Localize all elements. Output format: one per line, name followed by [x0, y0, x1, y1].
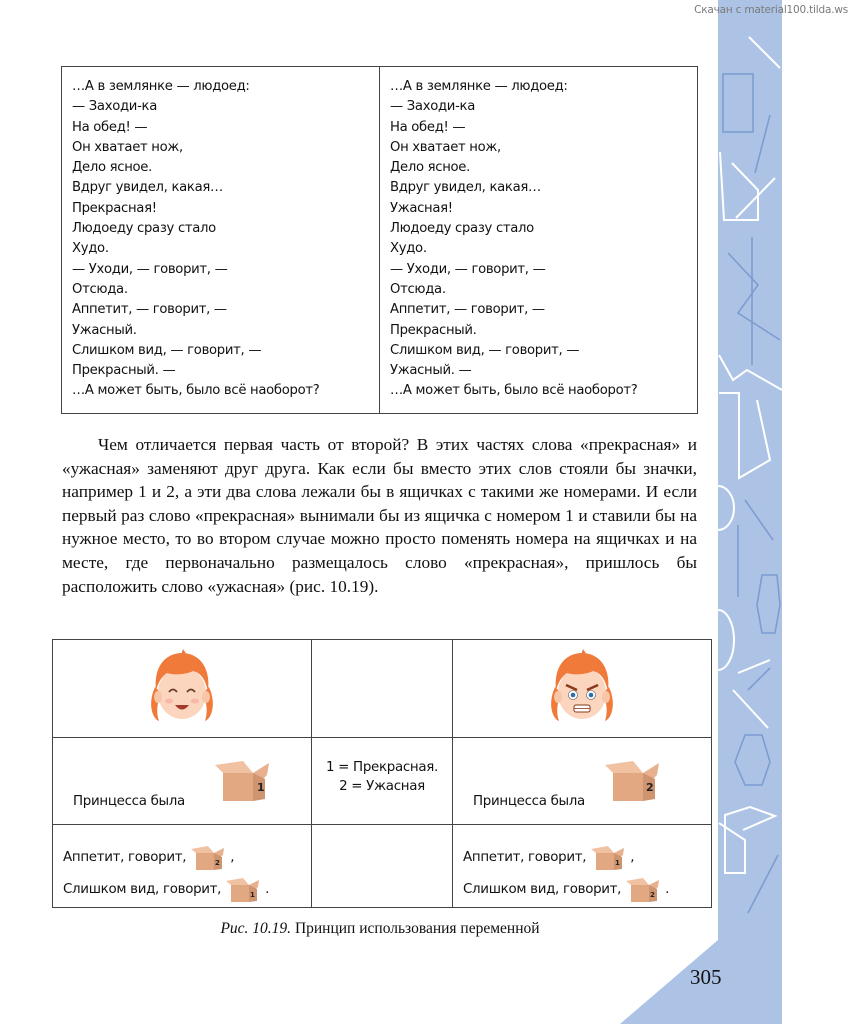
svg-text:2: 2 — [650, 891, 655, 899]
poem-line: Отсюда. — [390, 281, 446, 297]
poem-line: — Заходи-ка — [72, 99, 157, 115]
poem-line: — Уходи, — говорит, — — [72, 261, 228, 277]
poem-line: — Заходи-ка — [390, 99, 475, 115]
poem-line: Он хватает нож, — [72, 139, 183, 155]
poem-line: — Уходи, — говорит, — — [390, 261, 546, 277]
happy-girl-face-icon — [145, 647, 219, 731]
poem-line: На обед! — — [390, 119, 466, 135]
legend-line-2: 2 = Ужасная — [339, 779, 425, 794]
cell-empty-top — [312, 640, 453, 738]
body-paragraph: Чем отличается первая часть от второй? В этих частях слова «прекрасная» и «ужасная» заменяют друг друга. Как если бы вместо этих слов стояли бы значки, например 1 и 2, а эти два слова лежали бы в ящичках с такими же номерами. И если первый раз слово «прекрасная» вынимали бы из ящичка с номером 1 и ставили бы на нужное место, то во втором случае можно просто поменять номера на ящичках и на месте, где первоначально размещалось слово «прекрасная», пришлось бы расположить слово «ужасная» (рис. 10.19). — [62, 435, 697, 596]
figure-caption-text: Принцип использования переменной — [291, 920, 540, 937]
line-vid-left: Слишком вид, говорит, 1 . — [63, 875, 269, 903]
line-appetit-right: Аппетит, говорит, 1 , — [463, 843, 634, 871]
line-vid-right: Слишком вид, говорит, 2 . — [463, 875, 669, 903]
line-appetit-left: Аппетит, говорит, 2 , — [63, 843, 234, 871]
poem-column-right — [379, 67, 697, 413]
cell-legend — [312, 738, 453, 825]
cell-lines-right — [453, 825, 711, 907]
legend — [312, 758, 452, 796]
download-watermark: Скачан с material100.tilda.ws — [694, 4, 848, 16]
poem-line: …А может быть, было всё наоборот? — [390, 383, 638, 399]
poem-line: …А в землянке — людоед: — [72, 79, 250, 94]
poem-line: Дело ясное. — [390, 160, 470, 176]
poem-line: Слишком вид, — говорит, — — [72, 342, 262, 358]
figure-caption-label: Рис. 10.19. — [220, 920, 292, 937]
poem-line: Ужасная! — [390, 200, 453, 216]
small-box-icon — [225, 875, 261, 903]
poem-line: Людоеду сразу стало — [72, 221, 216, 237]
poem-line: …А в землянке — людоед: — [390, 79, 568, 94]
figure-caption — [0, 920, 760, 938]
svg-text:1: 1 — [250, 891, 255, 899]
poem-line: Прекрасная! — [72, 200, 157, 216]
page-number: 305 — [690, 965, 722, 989]
poem-line: Слишком вид, — говорит, — — [390, 342, 580, 358]
figure-table — [52, 639, 712, 908]
poem-line: Аппетит, — говорит, — — [72, 302, 227, 318]
box-2-number: 2 — [646, 781, 654, 794]
angry-girl-face-icon — [545, 647, 619, 731]
cell-empty-bottom — [312, 825, 453, 907]
small-box-icon — [590, 843, 626, 871]
poem-line: Он хватает нож, — [390, 139, 501, 155]
poem-comparison-table — [61, 66, 698, 414]
poem-line: Худо. — [390, 241, 427, 257]
poem-line: Прекрасный. — [390, 322, 477, 338]
poem-line: На обед! — — [72, 119, 148, 135]
poem-line: Ужасный. — — [390, 363, 472, 379]
cell-princess-right — [453, 738, 711, 825]
cell-princess-left — [53, 738, 312, 825]
poem-line: Вдруг увидел, какая… — [72, 180, 223, 196]
poem-line: Ужасный. — [72, 322, 137, 338]
cell-happy-face — [53, 640, 312, 738]
small-box-icon — [625, 875, 661, 903]
svg-text:2: 2 — [215, 859, 220, 867]
poem-line: Людоеду сразу стало — [390, 221, 534, 237]
poem-line: Дело ясное. — [72, 160, 152, 176]
svg-text:1: 1 — [615, 859, 620, 867]
box-1-icon — [213, 755, 271, 803]
poem-line: Худо. — [72, 241, 109, 257]
box-2-icon — [603, 755, 661, 803]
legend-line-1: 1 = Прекрасная. — [326, 760, 438, 775]
cell-angry-face — [453, 640, 711, 738]
princess-label-left: Принцесса была — [73, 794, 185, 809]
poem-line: Прекрасный. — — [72, 363, 176, 379]
poem-line: Аппетит, — говорит, — — [390, 302, 545, 318]
box-1-number: 1 — [257, 781, 265, 794]
cell-lines-left — [53, 825, 312, 907]
poem-line: Отсюда. — [72, 281, 128, 297]
small-box-icon — [190, 843, 226, 871]
princess-label-right: Принцесса была — [473, 794, 585, 809]
poem-line: Вдруг увидел, какая… — [390, 180, 541, 196]
poem-column-left — [62, 67, 379, 413]
poem-line: …А может быть, было всё наоборот? — [72, 383, 320, 399]
